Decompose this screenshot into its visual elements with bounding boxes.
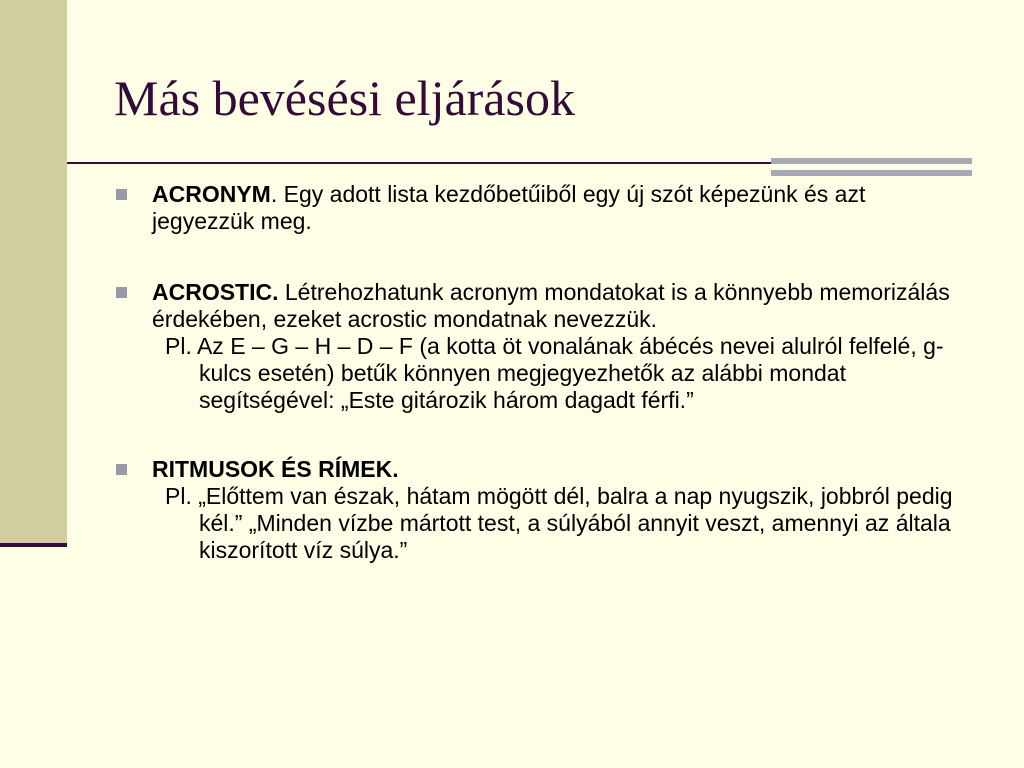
bullet-text: . Egy adott lista kezdőbetűiből egy új szót képezünk és azt jegyezzük meg.	[152, 181, 866, 234]
bullet-term: RITMUSOK ÉS RÍMEK.	[152, 456, 399, 482]
acrostic-example: Pl. Az E – G – H – D – F (a kotta öt vonalának ábécés nevei alulról felfelé, g-kulcs esetén) betűk könnyen megjegyezhetők az alábbi mondat segítségével: „Este gitározik három dagadt férfi.”	[165, 333, 944, 413]
bullet-acrostic	[114, 279, 964, 333]
slide-title: Más bevésési eljárások	[114, 70, 575, 126]
left-decorative-band	[0, 0, 67, 543]
square-bullet-icon	[116, 464, 127, 475]
square-bullet-icon	[116, 189, 127, 200]
square-bullet-icon	[116, 287, 127, 298]
bullet-text: Létrehozhatunk acronym mondatokat is a könnyebb memorizálás érdekében, ezeket acrostic mondatnak nevezzük.	[152, 279, 950, 332]
bullet-term: ACROSTIC.	[152, 279, 279, 305]
slide-body	[114, 181, 964, 564]
title-underline	[67, 162, 771, 164]
left-band-bottom-line	[0, 543, 67, 547]
bullet-rhythms-rhymes	[114, 456, 964, 483]
rhyme-example: Pl. „Előttem van észak, hátam mögött dél, balra a nap nyugszik, jobbról pedig kél.” „Minden vízbe mártott test, a súlyából annyit veszt, amennyi az általa kiszorított víz súlya.”	[165, 483, 953, 563]
title-rule-accent-top	[771, 158, 972, 164]
bullet-acronym	[114, 181, 964, 235]
title-rule-accent-bottom	[771, 170, 972, 176]
bullet-term: ACRONYM	[152, 181, 271, 207]
